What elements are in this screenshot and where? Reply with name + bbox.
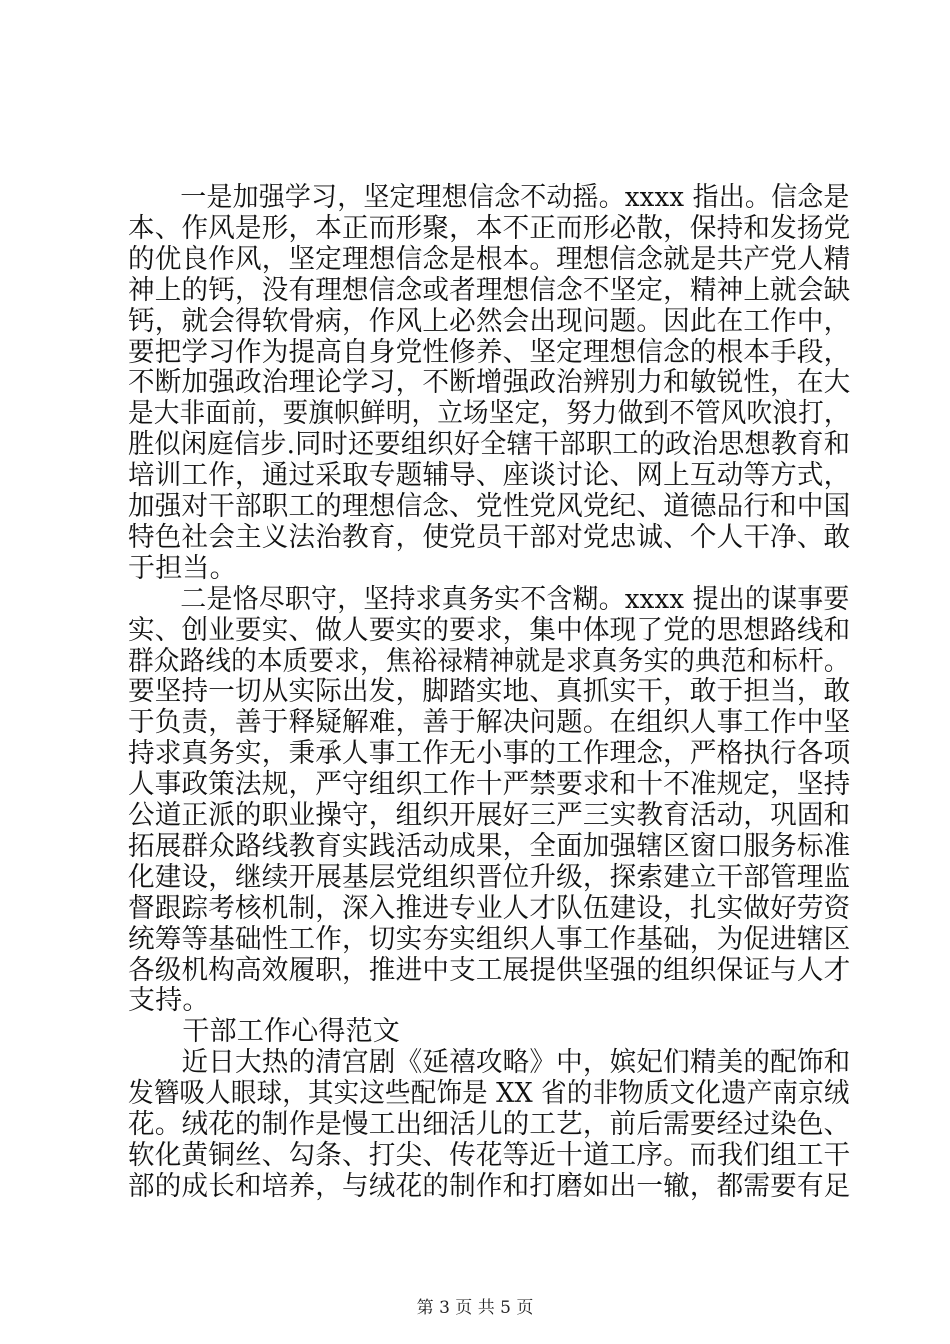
text-line: 部的成长和培养，与绒花的制作和打磨如出一辙，都需要有足 [128,1170,851,1202]
text-line: 干部工作心得范文 [128,1016,400,1048]
text-line: 化建设，继续开展基层党组织晋位升级，探索建立干部管理监 [128,861,851,893]
text-line: 钙，就会得软骨病，作风上必然会出现问题。因此在工作中， [128,305,851,337]
text-line: 于担当。 [128,552,237,584]
text-line: 各级机构高效履职，推进中支工展提供坚强的组织保证与人才 [128,954,851,986]
text-line: 花。绒花的制作是慢工出细活儿的工艺，前后需要经过染色、 [128,1109,851,1140]
page-footer: 第 3 页 共 5 页 [416,1298,534,1318]
text-line: 于负责，善于释疑解难，善于解决问题。在组织人事工作中坚 [128,707,851,739]
text-line: 加强对干部职工的理想信念、党性党风党纪、道德品行和中国 [128,491,851,522]
text-line: 要把学习作为提高自身党性修养、坚定理想信念的根本手段， [128,336,851,368]
text-line: 本、作风是形，本正而形聚，本不正而形必散，保持和发扬党 [128,212,851,244]
text-line: 特色社会主义法治教育，使党员干部对党忠诚、个人干净、敢 [128,521,851,553]
text-line: 拓展群众路线教育实践活动成果，全面加强辖区窗口服务标准 [128,830,851,862]
text-line: 的优良作风，坚定理想信念是根本。理想信念就是共产党人精 [128,243,851,275]
text-line: 群众路线的本质要求，焦裕禄精神就是求真务实的典范和标杆。 [128,645,850,677]
text-line: 培训工作，通过采取专题辅导、座谈讨论、网上互动等方式， [128,460,851,492]
text-line: 不断加强政治理论学习，不断增强政治辨别力和敏锐性，在大 [128,367,851,399]
text-line: 软化黄铜丝、勾条、打尖、传花等近十道工序。而我们组工干 [128,1139,851,1171]
text-line: 神上的钙，没有理想信念或者理想信念不坚定，精神上就会缺 [128,274,851,306]
text-line: 持求真务实，秉承人事工作无小事的工作理念，严格执行各项 [128,738,851,770]
text-line: 实、创业要实、做人要实的要求，集中体现了党的思想路线和 [128,614,851,646]
text-line: 近日大热的清宫剧《延禧攻略》中，嫔妃们精美的配饰和 [128,1047,851,1079]
text-line: 督跟踪考核机制，深入推进专业人才队伍建设，扎实做好劳资 [128,892,851,924]
text-line: 胜似闲庭信步.同时还要组织好全辖干部职工的政治思想教育和 [128,429,851,461]
text-line: 是大非面前，要旗帜鲜明，立场坚定，努力做到不管风吹浪打， [128,398,850,430]
text-line: 二是恪尽职守，坚持求真务实不含糊。xxxx 提出的谋事要 [128,583,850,615]
text-line: 统筹等基础性工作，切实夯实组织人事工作基础，为促进辖区 [128,923,851,955]
text-line: 发簪吸人眼球，其实这些配饰是 XX 省的非物质文化遗产南京绒 [128,1078,850,1110]
text-line: 支持。 [128,985,210,1017]
text-line: 公道正派的职业操守，组织开展好三严三实教育活动，巩固和 [128,800,851,831]
text-line: 一是加强学习，坚定理想信念不动摇。xxxx 指出。信念是 [128,182,850,213]
text-line: 要坚持一切从实际出发，脚踏实地、真抓实干，敢于担当，敢 [128,676,851,708]
text-line: 人事政策法规，严守组织工作十严禁要求和十不准规定，坚持 [128,769,851,801]
